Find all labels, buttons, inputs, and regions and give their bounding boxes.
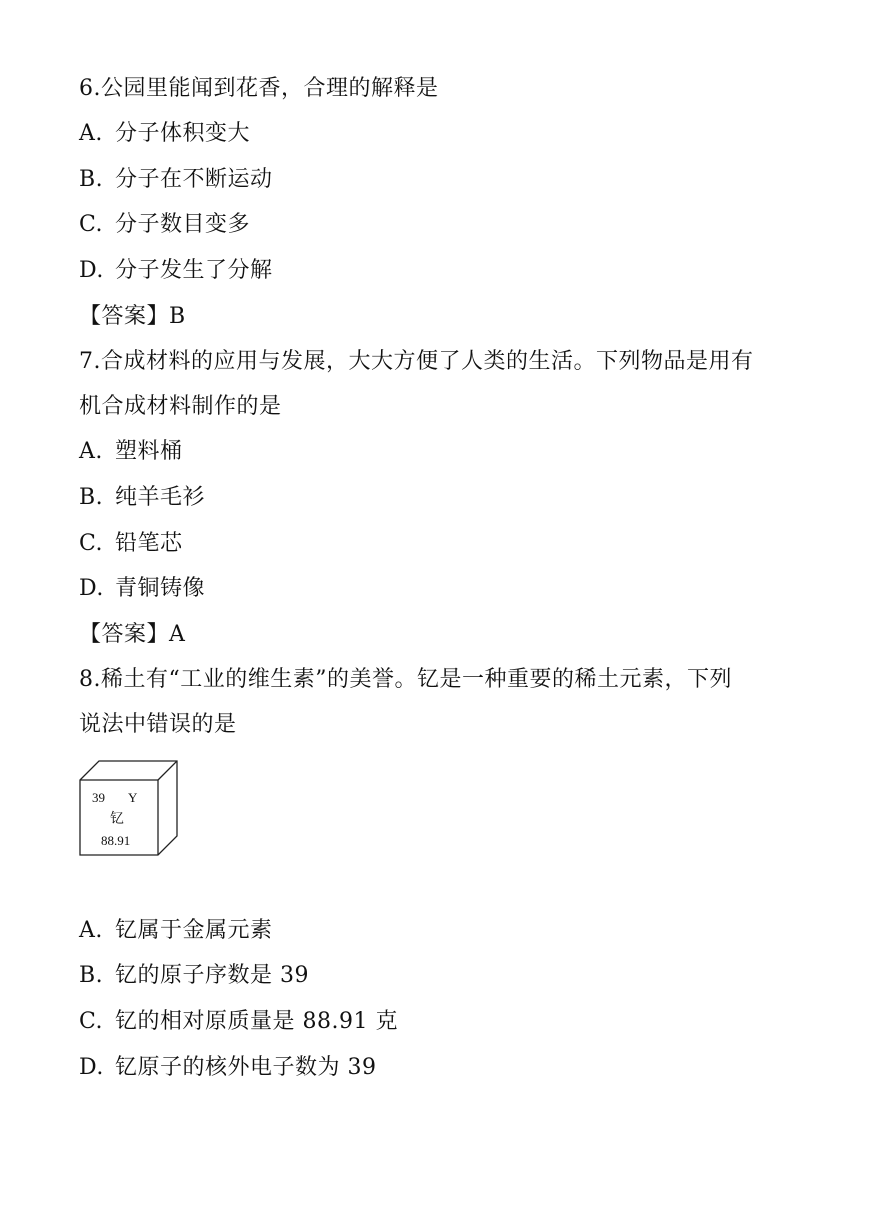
- option-letter: A.: [79, 439, 103, 464]
- option-text: 钇属于金属元素: [115, 918, 273, 943]
- element-tile-yttrium: [79, 760, 179, 856]
- option-letter: D.: [79, 1055, 104, 1080]
- option-letter: C.: [79, 531, 104, 556]
- option-text: 分子数目变多: [115, 212, 251, 237]
- option-text: 分子在不断运动: [115, 167, 273, 192]
- option-text: 青铜铸像: [115, 576, 206, 601]
- question-7-stem-line-2: 机合成材料制作的是: [79, 394, 282, 419]
- question-7-option-c[interactable]: [79, 529, 183, 559]
- option-text: 分子发生了分解: [115, 258, 273, 283]
- question-8-option-d[interactable]: [79, 1053, 377, 1083]
- question-7-stem-line-1: 7.合成材料的应用与发展，大大方便了人类的生活。下列物品是用有: [79, 349, 754, 374]
- element-symbol: Y: [128, 790, 138, 805]
- question-8-option-a[interactable]: [79, 916, 273, 946]
- option-text: 钇的相对原质量是 88.91 克: [115, 1009, 398, 1034]
- element-name: 钇: [110, 811, 124, 827]
- question-8-stem-line-2: 说法中错误的是: [79, 712, 237, 737]
- option-letter: C.: [79, 212, 104, 237]
- question-6-option-a[interactable]: [79, 119, 250, 149]
- option-letter: A.: [79, 918, 103, 943]
- question-8-stem-line-1: 8.稀土有“工业的维生素”的美誉。钇是一种重要的稀土元素，下列: [79, 667, 732, 692]
- question-7-answer: 【答案】A: [79, 622, 186, 647]
- question-7-option-d[interactable]: [79, 574, 205, 604]
- option-letter: B.: [79, 167, 104, 192]
- option-text: 塑料桶: [115, 439, 183, 464]
- question-6-option-b[interactable]: [79, 165, 273, 195]
- question-7-option-a[interactable]: [79, 437, 183, 467]
- option-letter: B.: [79, 485, 104, 510]
- option-letter: D.: [79, 576, 104, 601]
- question-6-option-d[interactable]: [79, 256, 273, 286]
- question-8-option-c[interactable]: [79, 1007, 398, 1037]
- question-8-option-b[interactable]: [79, 961, 309, 991]
- option-letter: A.: [79, 121, 103, 146]
- option-text: 分子体积变大: [115, 121, 251, 146]
- question-7-option-b[interactable]: [79, 483, 205, 513]
- option-text: 纯羊毛衫: [115, 485, 206, 510]
- option-text: 钇的原子序数是 39: [115, 963, 309, 988]
- question-6-stem: 6.公园里能闻到花香，合理的解释是: [79, 76, 439, 101]
- element-atomic-mass: 88.91: [101, 833, 131, 848]
- question-6-answer: 【答案】B: [79, 304, 186, 329]
- option-letter: B.: [79, 963, 104, 988]
- option-text: 钇原子的核外电子数为 39: [115, 1055, 377, 1080]
- option-letter: D.: [79, 258, 104, 283]
- question-6-option-c[interactable]: [79, 210, 250, 240]
- element-atomic-number: 39: [92, 790, 105, 805]
- option-letter: C.: [79, 1009, 104, 1034]
- option-text: 铅笔芯: [115, 531, 183, 556]
